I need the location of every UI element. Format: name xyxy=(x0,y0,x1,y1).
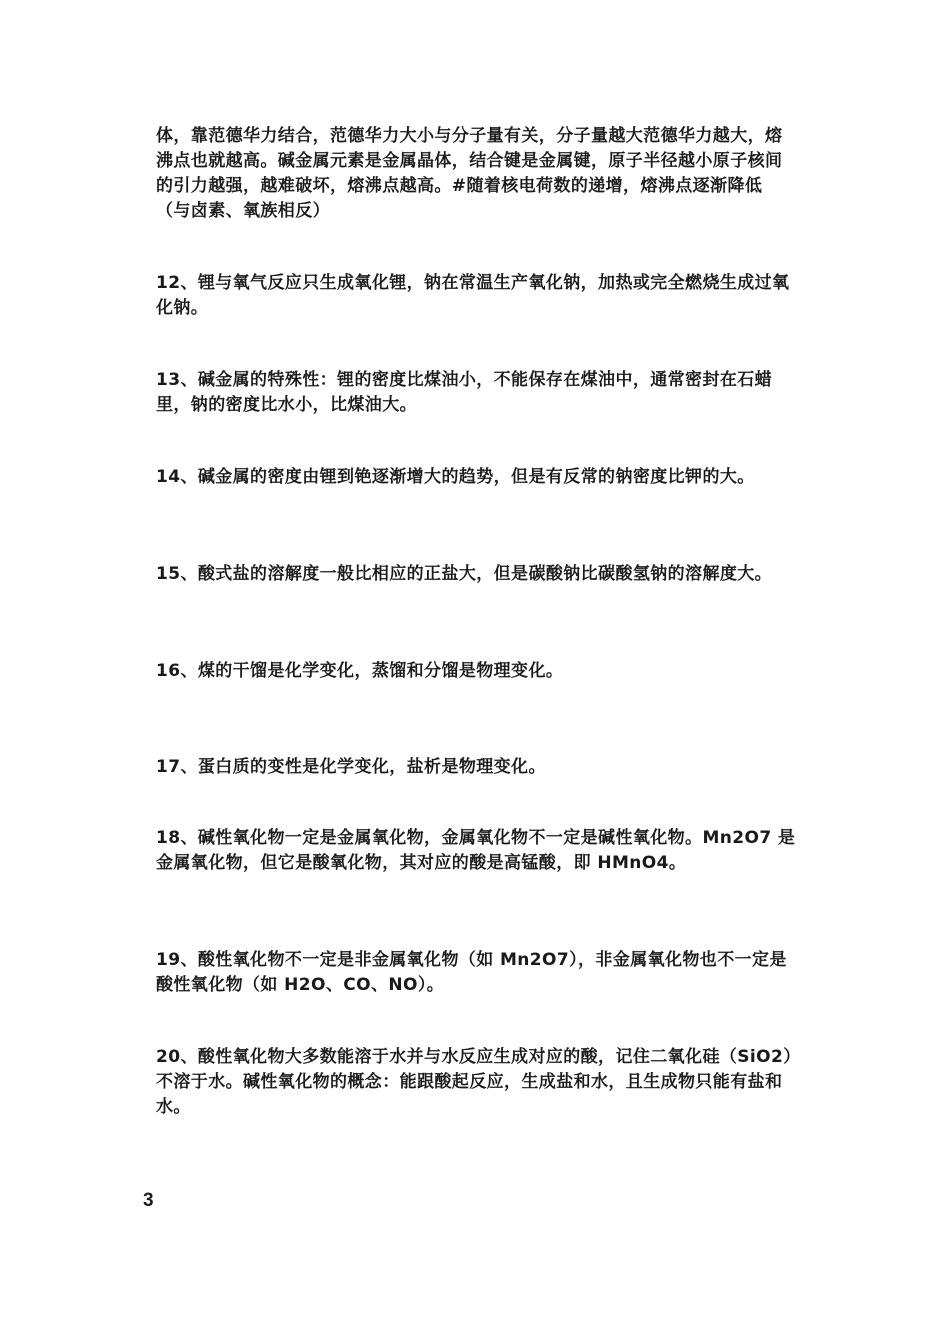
paragraph-item-13: 13、碱金属的特殊性：锂的密度比煤油小，不能保存在煤油中，通常密封在石蜡里，钠的密度比水小，比煤油大。 xyxy=(156,370,773,415)
paragraph-item-16: 16、煤的干馏是化学变化，蒸馏和分馏是物理变化。 xyxy=(156,661,564,681)
paragraph-continued: 体，靠范德华力结合，范德华力大小与分子量有关，分子量越大范德华力越大，熔沸点也就越高。碱金属元素是金属晶体，结合键是金属键，原子半径越小原子核间的引力越强，越难破坏，熔沸点越高。#随着核电荷数的递增，熔沸点逐渐降低（与卤素、氧族相反） xyxy=(156,126,783,221)
paragraph-item-14: 14、碱金属的密度由锂到铯逐渐增大的趋势，但是有反常的钠密度比钾的大。 xyxy=(156,467,755,487)
paragraph-item-17: 17、蛋白质的变性是化学变化，盐析是物理变化。 xyxy=(156,757,546,777)
paragraph-item-15: 15、酸式盐的溶解度一般比相应的正盐大，但是碳酸钠比碳酸氢钠的溶解度大。 xyxy=(156,564,773,584)
paragraph-item-18: 18、碱性氧化物一定是金属氧化物，金属氧化物不一定是碱性氧化物。Mn2O7 是金属氧化物，但它是酸氧化物，其对应的酸是高锰酸，即 HMnO4。 xyxy=(156,828,796,873)
paragraph-item-20: 20、酸性氧化物大多数能溶于水并与水反应生成对应的酸，记住二氧化硅（SiO2）不溶于水。碱性氧化物的概念：能跟酸起反应，生成盐和水，且生成物只能有盐和水。 xyxy=(156,1047,793,1117)
page-number: 3 xyxy=(143,1190,154,1211)
paragraph-item-12: 12、锂与氧气反应只生成氧化锂，钠在常温生产氧化钠，加热或完全燃烧生成过氧化钠。 xyxy=(156,273,790,318)
paragraph-item-19: 19、酸性氧化物不一定是非金属氧化物（如 Mn2O7），非金属氧化物也不一定是酸性氧化物（如 H2O、CO、NO）。 xyxy=(156,950,787,995)
